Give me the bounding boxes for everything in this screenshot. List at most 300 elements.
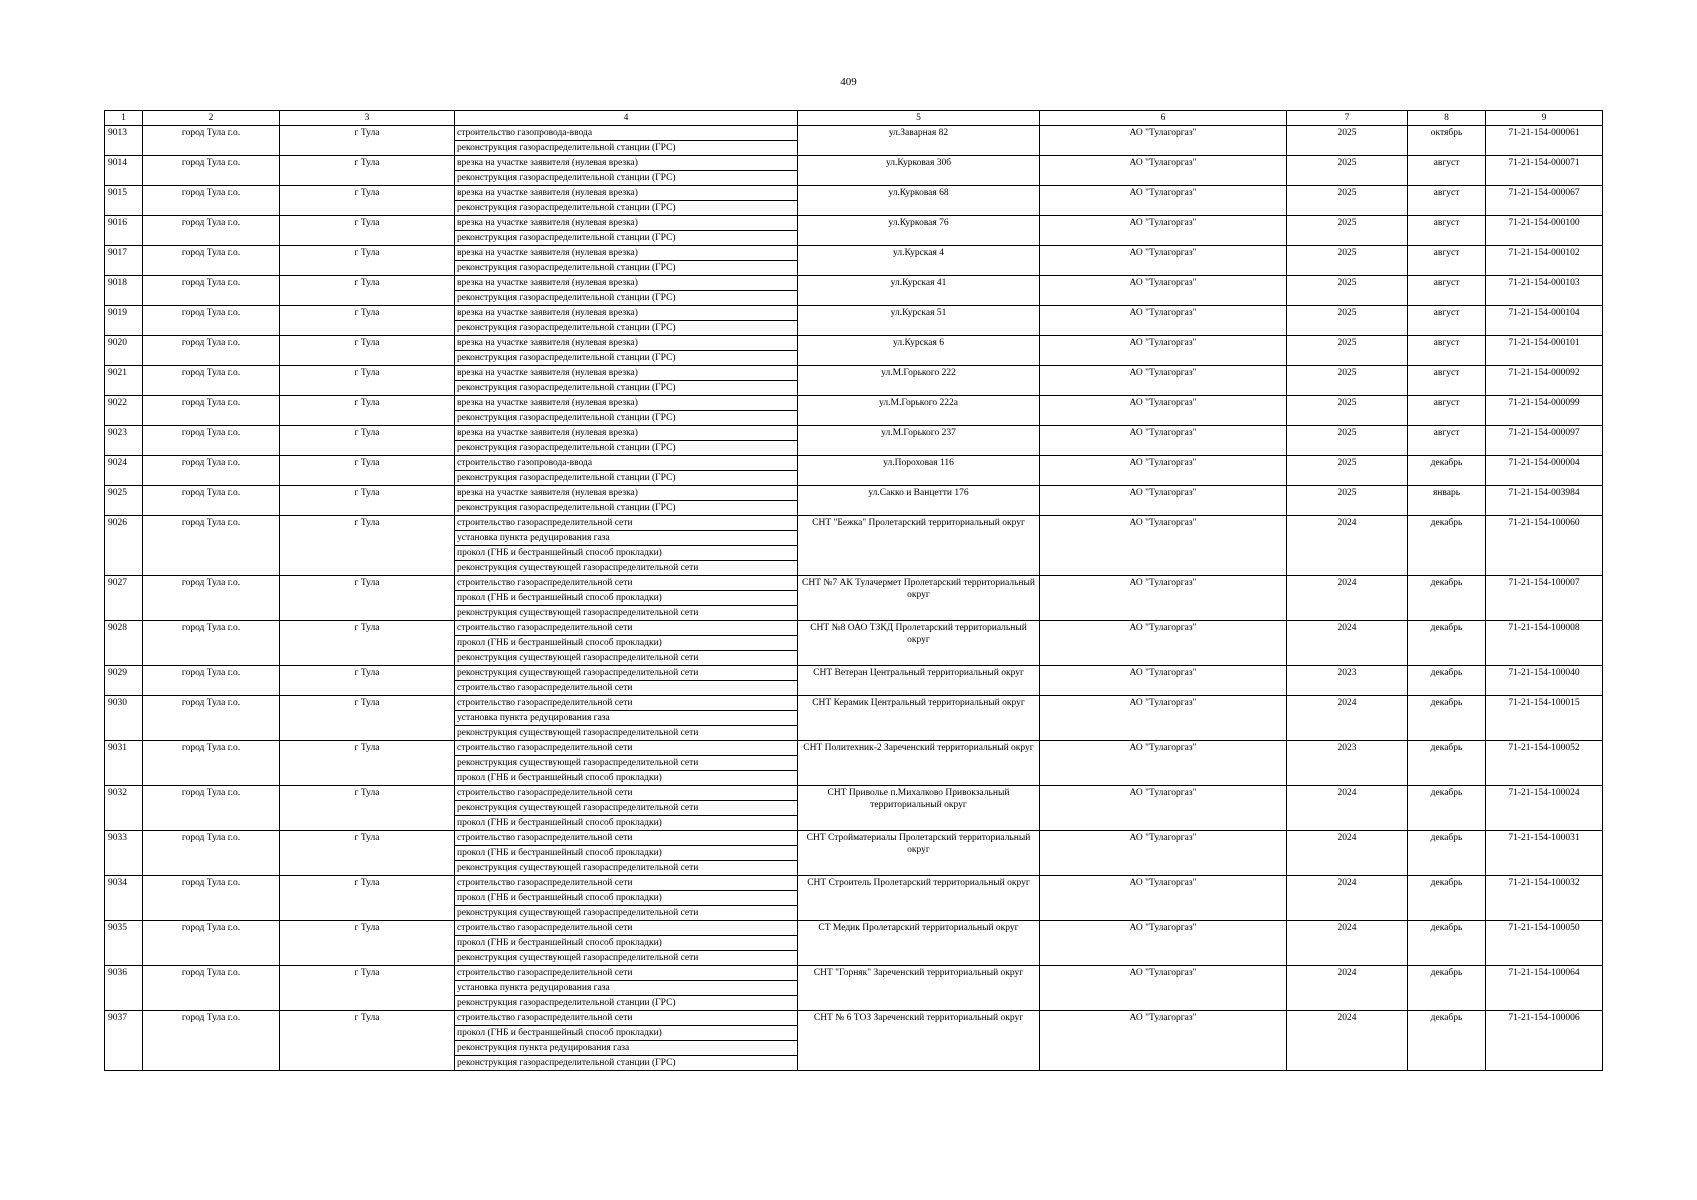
column-header: 4	[455, 111, 798, 126]
works-list	[455, 306, 797, 335]
table-row	[105, 921, 1603, 966]
code-cell: 71-21-154-100032	[1486, 876, 1603, 921]
column-header: 9	[1486, 111, 1603, 126]
work-item: реконструкция пункта редуцирования газа	[455, 1041, 797, 1056]
works-list	[455, 426, 797, 455]
municipality-cell: город Тула г.о.	[143, 276, 280, 306]
work-item: врезка на участке заявителя (нулевая врезка)	[455, 426, 797, 441]
municipality-cell: город Тула г.о.	[143, 186, 280, 216]
row-id: 9023	[105, 426, 143, 456]
works-list	[455, 741, 797, 785]
gasification-table	[104, 110, 1603, 1071]
table-row	[105, 126, 1603, 156]
year-cell: 2025	[1287, 186, 1408, 216]
settlement-cell: г Тула	[280, 966, 455, 1011]
table-row	[105, 366, 1603, 396]
work-item: реконструкция существующей газораспределительной сети	[457, 563, 699, 573]
work-item: реконструкция существующей газораспределительной сети	[457, 608, 699, 618]
address-cell: ул.Курская 41	[798, 276, 1040, 306]
row-id: 9027	[105, 576, 143, 621]
settlement-cell: г Тула	[280, 786, 455, 831]
owner-cell: АО "Тулагоргаз"	[1040, 306, 1287, 336]
year-cell: 2024	[1287, 831, 1408, 876]
municipality-cell: город Тула г.о.	[143, 741, 280, 786]
settlement-cell: г Тула	[280, 921, 455, 966]
month-cell: декабрь	[1408, 516, 1486, 576]
settlement-cell: г Тула	[280, 306, 455, 336]
address-cell: ул.Пороховая 116	[798, 456, 1040, 486]
owner-cell: АО "Тулагоргаз"	[1040, 741, 1287, 786]
settlement-cell: г Тула	[280, 576, 455, 621]
municipality-cell: город Тула г.о.	[143, 666, 280, 696]
code-cell: 71-21-154-100040	[1486, 666, 1603, 696]
table-row	[105, 246, 1603, 276]
work-item: реконструкция существующей газораспределительной сети	[457, 653, 699, 663]
works-cell	[455, 186, 798, 216]
work-item: реконструкция существующей газораспределительной сети	[457, 908, 699, 918]
address-cell: ул.Курская 6	[798, 336, 1040, 366]
owner-cell: АО "Тулагоргаз"	[1040, 186, 1287, 216]
code-cell: 71-21-154-100060	[1486, 516, 1603, 576]
header-row	[105, 111, 1603, 126]
works-cell	[455, 516, 798, 576]
work-item: врезка на участке заявителя (нулевая врезка)	[455, 306, 797, 321]
code-cell: 71-21-154-000101	[1486, 336, 1603, 366]
work-item: строительство газораспределительной сети	[455, 516, 797, 531]
column-header: 8	[1408, 111, 1486, 126]
table-row	[105, 216, 1603, 246]
month-cell: август	[1408, 366, 1486, 396]
works-cell	[455, 396, 798, 426]
table-row	[105, 696, 1603, 741]
owner-cell: АО "Тулагоргаз"	[1040, 336, 1287, 366]
works-cell	[455, 156, 798, 186]
works-cell	[455, 576, 798, 621]
address-cell: СНТ №8 ОАО ТЗКД Пролетарский территориальный округ	[798, 621, 1040, 666]
works-list	[455, 516, 797, 575]
month-cell: август	[1408, 306, 1486, 336]
month-cell: октябрь	[1408, 126, 1486, 156]
owner-cell: АО "Тулагоргаз"	[1040, 486, 1287, 516]
owner-cell: АО "Тулагоргаз"	[1040, 921, 1287, 966]
row-id: 9029	[105, 666, 143, 696]
work-item: врезка на участке заявителя (нулевая врезка)	[455, 246, 797, 261]
code-cell: 71-21-154-000061	[1486, 126, 1603, 156]
row-id: 9026	[105, 516, 143, 576]
works-list	[455, 186, 797, 215]
work-item: прокол (ГНБ и бестраншейный способ прокладки)	[457, 818, 662, 828]
column-header: 2	[143, 111, 280, 126]
works-list	[455, 396, 797, 425]
address-cell: ул.Курская 4	[798, 246, 1040, 276]
owner-cell: АО "Тулагоргаз"	[1040, 876, 1287, 921]
address-cell: ул.Заварная 82	[798, 126, 1040, 156]
municipality-cell: город Тула г.о.	[143, 486, 280, 516]
table-row	[105, 576, 1603, 621]
column-header: 3	[280, 111, 455, 126]
address-cell: СНТ Стройматериалы Пролетарский территориальный округ	[798, 831, 1040, 876]
work-item: строительство газораспределительной сети	[455, 621, 797, 636]
works-list	[455, 966, 797, 1010]
code-cell: 71-21-154-100006	[1486, 1011, 1603, 1071]
work-item: прокол (ГНБ и бестраншейный способ прокладки)	[455, 546, 797, 561]
owner-cell: АО "Тулагоргаз"	[1040, 696, 1287, 741]
year-cell: 2025	[1287, 336, 1408, 366]
settlement-cell: г Тула	[280, 1011, 455, 1071]
code-cell: 71-21-154-000099	[1486, 396, 1603, 426]
year-cell: 2025	[1287, 306, 1408, 336]
address-cell: ул.Курковая 68	[798, 186, 1040, 216]
code-cell: 71-21-154-100007	[1486, 576, 1603, 621]
municipality-cell: город Тула г.о.	[143, 156, 280, 186]
month-cell: январь	[1408, 486, 1486, 516]
table-row	[105, 276, 1603, 306]
work-item: прокол (ГНБ и бестраншейный способ прокладки)	[455, 591, 797, 606]
settlement-cell: г Тула	[280, 741, 455, 786]
year-cell: 2023	[1287, 741, 1408, 786]
work-item: прокол (ГНБ и бестраншейный способ прокладки)	[455, 936, 797, 951]
municipality-cell: город Тула г.о.	[143, 336, 280, 366]
works-list	[455, 876, 797, 920]
work-item: установка пункта редуцирования газа	[455, 981, 797, 996]
owner-cell: АО "Тулагоргаз"	[1040, 456, 1287, 486]
municipality-cell: город Тула г.о.	[143, 966, 280, 1011]
address-cell: ул.Курковая 76	[798, 216, 1040, 246]
month-cell: август	[1408, 426, 1486, 456]
work-item: установка пункта редуцирования газа	[455, 531, 797, 546]
year-cell: 2025	[1287, 276, 1408, 306]
code-cell: 71-21-154-000097	[1486, 426, 1603, 456]
code-cell: 71-21-154-100064	[1486, 966, 1603, 1011]
table-row	[105, 831, 1603, 876]
owner-cell: АО "Тулагоргаз"	[1040, 831, 1287, 876]
work-item: прокол (ГНБ и бестраншейный способ прокладки)	[455, 1026, 797, 1041]
works-cell	[455, 366, 798, 396]
work-item: врезка на участке заявителя (нулевая врезка)	[455, 396, 797, 411]
month-cell: декабрь	[1408, 921, 1486, 966]
work-item: реконструкция существующей газораспределительной сети	[457, 728, 699, 738]
table-row	[105, 966, 1603, 1011]
settlement-cell: г Тула	[280, 486, 455, 516]
settlement-cell: г Тула	[280, 516, 455, 576]
code-cell: 71-21-154-000004	[1486, 456, 1603, 486]
year-cell: 2024	[1287, 786, 1408, 831]
address-cell: СНТ Керамик Центральный территориальный округ	[798, 696, 1040, 741]
owner-cell: АО "Тулагоргаз"	[1040, 426, 1287, 456]
municipality-cell: город Тула г.о.	[143, 216, 280, 246]
month-cell: август	[1408, 216, 1486, 246]
column-header: 1	[105, 111, 143, 126]
month-cell: август	[1408, 246, 1486, 276]
owner-cell: АО "Тулагоргаз"	[1040, 216, 1287, 246]
work-item: строительство газораспределительной сети	[455, 786, 797, 801]
work-item: строительство газораспределительной сети	[455, 1011, 797, 1026]
settlement-cell: г Тула	[280, 246, 455, 276]
works-cell	[455, 486, 798, 516]
month-cell: декабрь	[1408, 831, 1486, 876]
month-cell: декабрь	[1408, 621, 1486, 666]
municipality-cell: город Тула г.о.	[143, 696, 280, 741]
works-cell	[455, 786, 798, 831]
row-id: 9035	[105, 921, 143, 966]
municipality-cell: город Тула г.о.	[143, 876, 280, 921]
row-id: 9015	[105, 186, 143, 216]
month-cell: август	[1408, 336, 1486, 366]
code-cell: 71-21-154-000067	[1486, 186, 1603, 216]
address-cell: СНТ Ветеран Центральный территориальный округ	[798, 666, 1040, 696]
works-list	[455, 831, 797, 875]
work-item: реконструкция газораспределительной станции (ГРС)	[457, 998, 676, 1008]
address-cell: ул.Курская 51	[798, 306, 1040, 336]
table-row	[105, 336, 1603, 366]
page-number: 409	[840, 76, 857, 88]
work-item: строительство газопровода-ввода	[455, 126, 797, 141]
municipality-cell: город Тула г.о.	[143, 831, 280, 876]
month-cell: декабрь	[1408, 876, 1486, 921]
work-item: реконструкция газораспределительной станции (ГРС)	[457, 233, 676, 243]
address-cell: СНТ "Бежка" Пролетарский территориальный округ	[798, 516, 1040, 576]
municipality-cell: город Тула г.о.	[143, 576, 280, 621]
month-cell: август	[1408, 156, 1486, 186]
work-item: прокол (ГНБ и бестраншейный способ прокладки)	[455, 636, 797, 651]
works-list	[455, 276, 797, 305]
work-item: реконструкция газораспределительной станции (ГРС)	[457, 203, 676, 213]
municipality-cell: город Тула г.о.	[143, 366, 280, 396]
column-header: 7	[1287, 111, 1408, 126]
works-cell	[455, 426, 798, 456]
work-item: врезка на участке заявителя (нулевая врезка)	[455, 216, 797, 231]
works-list	[455, 366, 797, 395]
works-list	[455, 621, 797, 665]
year-cell: 2025	[1287, 156, 1408, 186]
works-list	[455, 336, 797, 365]
municipality-cell: город Тула г.о.	[143, 126, 280, 156]
code-cell: 71-21-154-000071	[1486, 156, 1603, 186]
owner-cell: АО "Тулагоргаз"	[1040, 576, 1287, 621]
municipality-cell: город Тула г.о.	[143, 306, 280, 336]
month-cell: декабрь	[1408, 666, 1486, 696]
municipality-cell: город Тула г.о.	[143, 396, 280, 426]
code-cell: 71-21-154-100050	[1486, 921, 1603, 966]
year-cell: 2023	[1287, 666, 1408, 696]
settlement-cell: г Тула	[280, 336, 455, 366]
work-item: реконструкция газораспределительной станции (ГРС)	[457, 143, 676, 153]
works-cell	[455, 966, 798, 1011]
work-item: реконструкция газораспределительной станции (ГРС)	[457, 353, 676, 363]
work-item: реконструкция существующей газораспределительной сети	[457, 863, 699, 873]
works-cell	[455, 621, 798, 666]
code-cell: 71-21-154-000102	[1486, 246, 1603, 276]
settlement-cell: г Тула	[280, 621, 455, 666]
row-id: 9016	[105, 216, 143, 246]
table-row	[105, 741, 1603, 786]
owner-cell: АО "Тулагоргаз"	[1040, 126, 1287, 156]
table-body	[105, 126, 1603, 1071]
year-cell: 2025	[1287, 216, 1408, 246]
settlement-cell: г Тула	[280, 876, 455, 921]
address-cell: ул.М.Горького 222	[798, 366, 1040, 396]
row-id: 9032	[105, 786, 143, 831]
settlement-cell: г Тула	[280, 186, 455, 216]
table-row	[105, 486, 1603, 516]
settlement-cell: г Тула	[280, 126, 455, 156]
row-id: 9031	[105, 741, 143, 786]
works-cell	[455, 336, 798, 366]
works-cell	[455, 921, 798, 966]
table-row	[105, 156, 1603, 186]
column-header: 6	[1040, 111, 1287, 126]
work-item: прокол (ГНБ и бестраншейный способ прокладки)	[455, 846, 797, 861]
year-cell: 2024	[1287, 696, 1408, 741]
work-item: строительство газораспределительной сети	[455, 696, 797, 711]
code-cell: 71-21-154-000100	[1486, 216, 1603, 246]
work-item: врезка на участке заявителя (нулевая врезка)	[455, 336, 797, 351]
address-cell: СТ Медик Пролетарский территориальный округ	[798, 921, 1040, 966]
year-cell: 2024	[1287, 576, 1408, 621]
month-cell: декабрь	[1408, 696, 1486, 741]
address-cell: ул.Сакко и Ванцетти 176	[798, 486, 1040, 516]
owner-cell: АО "Тулагоргаз"	[1040, 156, 1287, 186]
address-cell: СНТ Политехник-2 Зареченский территориальный округ	[798, 741, 1040, 786]
year-cell: 2024	[1287, 621, 1408, 666]
work-item: реконструкция газораспределительной станции (ГРС)	[457, 173, 676, 183]
month-cell: август	[1408, 186, 1486, 216]
settlement-cell: г Тула	[280, 216, 455, 246]
address-cell: СНТ № 6 ТОЗ Зареченский территориальный округ	[798, 1011, 1040, 1071]
year-cell: 2025	[1287, 126, 1408, 156]
year-cell: 2025	[1287, 366, 1408, 396]
settlement-cell: г Тула	[280, 456, 455, 486]
municipality-cell: город Тула г.о.	[143, 246, 280, 276]
table-row	[105, 621, 1603, 666]
work-item: реконструкция существующей газораспределительной сети	[455, 666, 797, 681]
owner-cell: АО "Тулагоргаз"	[1040, 966, 1287, 1011]
works-cell	[455, 126, 798, 156]
code-cell: 71-21-154-100015	[1486, 696, 1603, 741]
settlement-cell: г Тула	[280, 156, 455, 186]
row-id: 9019	[105, 306, 143, 336]
works-list	[455, 126, 797, 155]
settlement-cell: г Тула	[280, 831, 455, 876]
works-list	[455, 1011, 797, 1070]
owner-cell: АО "Тулагоргаз"	[1040, 396, 1287, 426]
work-item: реконструкция газораспределительной станции (ГРС)	[457, 263, 676, 273]
work-item: врезка на участке заявителя (нулевая врезка)	[455, 186, 797, 201]
row-id: 9036	[105, 966, 143, 1011]
work-item: строительство газораспределительной сети	[455, 921, 797, 936]
month-cell: декабрь	[1408, 576, 1486, 621]
works-cell	[455, 1011, 798, 1071]
settlement-cell: г Тула	[280, 396, 455, 426]
month-cell: август	[1408, 276, 1486, 306]
row-id: 9028	[105, 621, 143, 666]
municipality-cell: город Тула г.о.	[143, 621, 280, 666]
table-row	[105, 516, 1603, 576]
works-cell	[455, 276, 798, 306]
work-item: прокол (ГНБ и бестраншейный способ прокладки)	[457, 773, 662, 783]
month-cell: декабрь	[1408, 786, 1486, 831]
municipality-cell: город Тула г.о.	[143, 786, 280, 831]
row-id: 9037	[105, 1011, 143, 1071]
table-row	[105, 426, 1603, 456]
table-row	[105, 1011, 1603, 1071]
work-item: врезка на участке заявителя (нулевая врезка)	[455, 156, 797, 171]
year-cell: 2025	[1287, 426, 1408, 456]
month-cell: декабрь	[1408, 966, 1486, 1011]
work-item: строительство газопровода-ввода	[455, 456, 797, 471]
settlement-cell: г Тула	[280, 426, 455, 456]
municipality-cell: город Тула г.о.	[143, 426, 280, 456]
year-cell: 2025	[1287, 456, 1408, 486]
work-item: реконструкция газораспределительной станции (ГРС)	[457, 443, 676, 453]
works-list	[455, 921, 797, 965]
work-item: установка пункта редуцирования газа	[455, 711, 797, 726]
owner-cell: АО "Тулагоргаз"	[1040, 276, 1287, 306]
row-id: 9020	[105, 336, 143, 366]
work-item: реконструкция газораспределительной станции (ГРС)	[457, 473, 676, 483]
works-cell	[455, 216, 798, 246]
year-cell: 2025	[1287, 486, 1408, 516]
works-list	[455, 486, 797, 515]
code-cell: 71-21-154-000103	[1486, 276, 1603, 306]
works-list	[455, 666, 797, 695]
code-cell: 71-21-154-100052	[1486, 741, 1603, 786]
row-id: 9018	[105, 276, 143, 306]
owner-cell: АО "Тулагоргаз"	[1040, 666, 1287, 696]
work-item: реконструкция газораспределительной станции (ГРС)	[457, 383, 676, 393]
row-id: 9022	[105, 396, 143, 426]
year-cell: 2025	[1287, 396, 1408, 426]
work-item: прокол (ГНБ и бестраншейный способ прокладки)	[455, 891, 797, 906]
work-item: реконструкция существующей газораспределительной сети	[455, 801, 797, 816]
code-cell: 71-21-154-100024	[1486, 786, 1603, 831]
code-cell: 71-21-154-003984	[1486, 486, 1603, 516]
works-cell	[455, 741, 798, 786]
work-item: строительство газораспределительной сети	[457, 683, 633, 693]
owner-cell: АО "Тулагоргаз"	[1040, 516, 1287, 576]
owner-cell: АО "Тулагоргаз"	[1040, 786, 1287, 831]
work-item: строительство газораспределительной сети	[455, 741, 797, 756]
year-cell: 2024	[1287, 1011, 1408, 1071]
table-row	[105, 186, 1603, 216]
work-item: реконструкция газораспределительной станции (ГРС)	[457, 293, 676, 303]
column-header: 5	[798, 111, 1040, 126]
works-cell	[455, 876, 798, 921]
table-row	[105, 396, 1603, 426]
row-id: 9025	[105, 486, 143, 516]
owner-cell: АО "Тулагоргаз"	[1040, 246, 1287, 276]
code-cell: 71-21-154-000104	[1486, 306, 1603, 336]
month-cell: декабрь	[1408, 741, 1486, 786]
works-list	[455, 456, 797, 485]
month-cell: август	[1408, 396, 1486, 426]
work-item: реконструкция газораспределительной станции (ГРС)	[457, 1058, 676, 1068]
month-cell: декабрь	[1408, 456, 1486, 486]
work-item: реконструкция существующей газораспределительной сети	[455, 756, 797, 771]
row-id: 9030	[105, 696, 143, 741]
municipality-cell: город Тула г.о.	[143, 921, 280, 966]
address-cell: СНТ Строитель Пролетарский территориальный округ	[798, 876, 1040, 921]
year-cell: 2024	[1287, 966, 1408, 1011]
works-list	[455, 156, 797, 185]
works-cell	[455, 696, 798, 741]
table-row	[105, 876, 1603, 921]
work-item: строительство газораспределительной сети	[455, 576, 797, 591]
row-id: 9013	[105, 126, 143, 156]
municipality-cell: город Тула г.о.	[143, 456, 280, 486]
works-cell	[455, 456, 798, 486]
works-cell	[455, 831, 798, 876]
